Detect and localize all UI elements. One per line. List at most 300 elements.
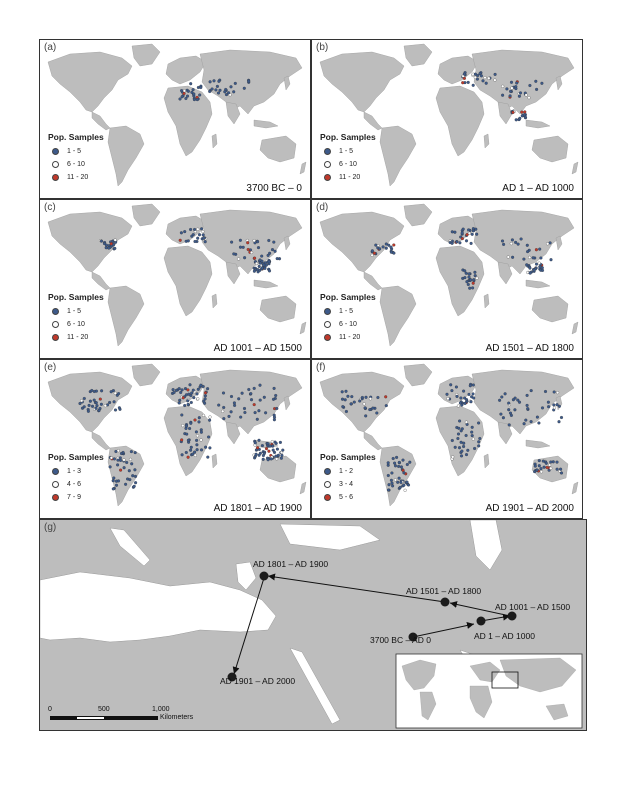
sample-point	[193, 451, 196, 454]
sample-point	[200, 449, 203, 452]
sample-point	[511, 87, 514, 90]
sample-point	[465, 453, 468, 456]
legend	[48, 292, 104, 344]
sample-point	[470, 242, 473, 245]
map-panel-b	[311, 39, 583, 199]
route-label-7: AD 1901 – AD 2000	[220, 676, 296, 686]
sample-point	[387, 244, 390, 247]
sample-point	[447, 397, 450, 400]
black-sea-shape	[280, 524, 380, 550]
legend-label: 1 - 3	[67, 468, 82, 475]
sample-point	[189, 422, 192, 425]
sample-point	[253, 403, 256, 406]
sample-point	[473, 447, 476, 450]
sample-point	[529, 84, 532, 87]
sample-point	[398, 461, 401, 464]
sample-point	[197, 86, 200, 89]
legend-title: Pop. Samples	[48, 132, 104, 142]
sample-point	[253, 239, 256, 242]
sample-point	[113, 247, 116, 250]
sample-point	[90, 389, 93, 392]
sample-point	[560, 472, 563, 475]
sample-point	[93, 390, 96, 393]
sample-point	[216, 85, 219, 88]
legend-label: 11 - 20	[67, 334, 89, 341]
sample-point	[196, 434, 199, 437]
sample-point	[225, 93, 228, 96]
legend-dot-icon	[52, 481, 59, 488]
sample-point	[222, 417, 225, 420]
sample-point	[130, 450, 133, 453]
sample-point	[118, 406, 121, 409]
sample-point	[204, 446, 207, 449]
sample-point	[230, 395, 233, 398]
sample-point	[449, 383, 452, 386]
sample-point	[217, 404, 220, 407]
sample-point	[203, 237, 206, 240]
sample-point	[526, 250, 529, 253]
sample-point	[451, 242, 454, 245]
sample-point	[344, 398, 347, 401]
period-label: 3700 BC – 0	[246, 183, 302, 194]
sample-point	[458, 420, 461, 423]
legend-dot-icon	[324, 494, 331, 501]
sample-point	[182, 396, 185, 399]
sample-point	[534, 80, 537, 83]
sample-point	[517, 243, 520, 246]
legend-title: Pop. Samples	[320, 132, 376, 142]
sample-point	[192, 396, 195, 399]
indonesia-shape	[254, 280, 278, 288]
sample-point	[456, 395, 459, 398]
sample-point	[95, 401, 98, 404]
sample-point	[470, 400, 473, 403]
sample-point	[124, 483, 127, 486]
sample-point	[258, 439, 261, 442]
sample-point	[393, 462, 396, 465]
sample-point	[476, 74, 479, 77]
panel-label-f: (f)	[316, 362, 326, 373]
sample-point	[249, 392, 252, 395]
sample-point	[462, 442, 465, 445]
madagascar-shape	[484, 454, 489, 468]
sample-point	[523, 111, 526, 114]
sample-point	[181, 95, 184, 98]
legend-item	[320, 158, 376, 171]
sample-point	[403, 471, 406, 474]
sample-point	[88, 404, 91, 407]
sample-point	[461, 232, 464, 235]
sample-point	[457, 427, 460, 430]
sample-point	[110, 242, 113, 245]
scale-unit: Kilometers	[160, 714, 194, 721]
legend-item	[48, 305, 104, 318]
sample-point	[472, 278, 475, 281]
sample-point	[115, 484, 118, 487]
sample-point	[232, 90, 235, 93]
legend-dot-icon	[52, 161, 59, 168]
sample-point	[119, 459, 122, 462]
sample-point	[256, 268, 259, 271]
sample-point	[247, 248, 250, 251]
route-label-5: AD 1501 – AD 1800	[406, 586, 482, 596]
sample-point	[536, 469, 539, 472]
sample-point	[256, 446, 259, 449]
sample-point	[461, 450, 464, 453]
sample-point	[230, 241, 233, 244]
sample-point	[194, 240, 197, 243]
sample-point	[501, 85, 504, 88]
sample-point	[195, 439, 198, 442]
sample-point	[387, 489, 390, 492]
sample-point	[533, 269, 536, 272]
sample-point	[398, 477, 401, 480]
sample-point	[265, 447, 268, 450]
sample-point	[186, 399, 189, 402]
sample-point	[190, 401, 193, 404]
greenland-shape	[404, 364, 432, 386]
legend-item	[48, 158, 104, 171]
sample-point	[548, 464, 551, 467]
sample-point	[382, 246, 385, 249]
sample-point	[91, 405, 94, 408]
sample-point	[239, 239, 242, 242]
sample-point	[262, 264, 265, 267]
sample-point	[543, 466, 546, 469]
sample-point	[394, 464, 397, 467]
sample-point	[345, 390, 348, 393]
sample-point	[475, 233, 478, 236]
sample-point	[187, 456, 190, 459]
sample-point	[518, 95, 521, 98]
legend-label: 7 - 9	[67, 494, 82, 501]
sample-point	[196, 237, 199, 240]
new-zealand-shape	[572, 322, 578, 334]
sample-point	[406, 481, 409, 484]
sample-point	[192, 93, 195, 96]
sample-point	[115, 450, 118, 453]
route-map-svg	[40, 520, 586, 730]
sample-point	[198, 416, 201, 419]
sample-point	[509, 95, 512, 98]
sample-point	[345, 410, 348, 413]
sample-point	[179, 391, 182, 394]
south-america-shape	[108, 126, 144, 186]
sample-point	[243, 407, 246, 410]
greenland-shape	[132, 204, 160, 226]
sample-point	[538, 459, 541, 462]
sample-point	[451, 389, 454, 392]
sample-point	[532, 256, 535, 259]
sample-point	[109, 466, 112, 469]
sample-point	[134, 451, 137, 454]
sample-point	[511, 239, 514, 242]
sample-point	[80, 399, 83, 402]
legend-item	[320, 171, 376, 184]
legend-dot-icon	[324, 334, 331, 341]
sample-point	[126, 478, 129, 481]
sample-point	[494, 79, 497, 82]
sample-point	[95, 407, 98, 410]
sample-point	[276, 448, 279, 451]
sample-point	[350, 395, 353, 398]
sample-point	[466, 233, 469, 236]
legend-dot-icon	[52, 334, 59, 341]
sample-point	[134, 481, 137, 484]
indonesia-shape	[526, 440, 550, 448]
sample-point	[472, 393, 475, 396]
sample-point	[526, 407, 529, 410]
sample-point	[469, 384, 472, 387]
sample-point	[407, 484, 410, 487]
sample-point	[466, 280, 469, 283]
sample-point	[530, 420, 533, 423]
central-america-shape	[92, 112, 110, 130]
sample-point	[259, 262, 262, 265]
route-point-2	[477, 617, 486, 626]
sample-point	[461, 427, 464, 430]
sample-point	[208, 90, 211, 93]
sample-point	[200, 431, 203, 434]
sample-point	[535, 248, 538, 251]
legend-label: 1 - 2	[339, 468, 354, 475]
central-america-shape	[92, 272, 110, 290]
sample-point	[462, 390, 465, 393]
sample-point	[211, 88, 214, 91]
indonesia-shape	[526, 280, 550, 288]
sample-point	[219, 89, 222, 92]
sample-point	[454, 446, 457, 449]
sample-point	[237, 397, 240, 400]
sample-point	[463, 73, 466, 76]
route-point-4	[441, 598, 450, 607]
legend-dot-icon	[324, 481, 331, 488]
sample-point	[271, 440, 274, 443]
sample-point	[476, 277, 479, 280]
sample-point	[540, 467, 543, 470]
sample-point	[202, 230, 205, 233]
sample-point	[112, 479, 115, 482]
sample-point	[189, 383, 192, 386]
legend-dot-icon	[324, 161, 331, 168]
sample-point	[460, 397, 463, 400]
sample-point	[468, 393, 471, 396]
north-america-shape	[48, 212, 132, 272]
sample-point	[455, 386, 458, 389]
greenland-shape	[404, 204, 432, 226]
sample-point	[519, 92, 522, 95]
sample-point	[529, 267, 532, 270]
madagascar-shape	[212, 134, 217, 148]
sample-point	[535, 88, 538, 91]
sample-point	[523, 422, 526, 425]
sample-point	[200, 439, 203, 442]
sample-point	[192, 88, 195, 91]
sample-point	[471, 434, 474, 437]
sample-point	[242, 246, 245, 249]
sample-point	[526, 404, 529, 407]
sample-point	[281, 449, 284, 452]
sample-point	[239, 246, 242, 249]
sample-point	[259, 399, 262, 402]
legend-item	[48, 465, 104, 478]
sample-point	[512, 398, 515, 401]
legend-item	[48, 318, 104, 331]
sample-point	[125, 461, 128, 464]
sample-point	[188, 427, 191, 430]
sample-point	[112, 389, 115, 392]
north-america-shape	[320, 52, 404, 112]
legend-dot-icon	[52, 148, 59, 155]
sample-point	[544, 390, 547, 393]
sample-point	[180, 89, 183, 92]
japan-shape	[284, 396, 290, 410]
sample-point	[244, 411, 247, 414]
sample-point	[104, 404, 107, 407]
sample-point	[363, 403, 366, 406]
sample-point	[224, 88, 227, 91]
sample-point	[258, 454, 261, 457]
sample-point	[217, 92, 220, 95]
sample-point	[247, 388, 250, 391]
sample-point	[247, 80, 250, 83]
sample-point	[179, 98, 182, 101]
sample-point	[128, 469, 131, 472]
sample-point	[234, 82, 237, 85]
legend-title: Pop. Samples	[320, 292, 376, 302]
sample-point	[194, 419, 197, 422]
map-panel-e	[39, 359, 311, 519]
sample-point	[213, 79, 216, 82]
sample-point	[526, 244, 529, 247]
madagascar-shape	[212, 294, 217, 308]
sample-point	[200, 227, 203, 230]
australia-shape	[532, 136, 568, 162]
sample-point	[341, 390, 344, 393]
sample-point	[387, 461, 390, 464]
sample-point	[114, 409, 117, 412]
sample-point	[269, 445, 272, 448]
sample-point	[478, 437, 481, 440]
sample-point	[520, 238, 523, 241]
sample-point	[100, 240, 103, 243]
map-panel-a	[39, 39, 311, 199]
sample-point	[105, 246, 108, 249]
sample-point	[514, 408, 517, 411]
legend-dot-icon	[52, 321, 59, 328]
sample-point	[228, 415, 231, 418]
sample-point	[207, 436, 210, 439]
sample-point	[521, 114, 524, 117]
sample-point	[541, 266, 544, 269]
sample-point	[241, 392, 244, 395]
legend-label: 1 - 5	[67, 308, 82, 315]
sample-point	[254, 441, 257, 444]
sample-point	[185, 433, 188, 436]
sample-point	[540, 470, 543, 473]
sample-point	[459, 241, 462, 244]
sample-point	[178, 387, 181, 390]
sample-point	[510, 81, 513, 84]
sample-point	[274, 250, 277, 253]
sample-point	[253, 257, 256, 260]
legend-item	[320, 465, 376, 478]
sample-point	[480, 74, 483, 77]
sample-point	[518, 401, 521, 404]
sample-point	[397, 465, 400, 468]
sample-point	[368, 408, 371, 411]
legend-title: Pop. Samples	[48, 292, 104, 302]
route-map-panel	[39, 519, 587, 731]
legend-label: 3 - 4	[339, 481, 354, 488]
sample-point	[446, 393, 449, 396]
sample-point	[458, 446, 461, 449]
sample-point	[467, 81, 470, 84]
legend-item	[48, 171, 104, 184]
sample-point	[268, 450, 271, 453]
sample-point	[263, 396, 266, 399]
sample-point	[215, 89, 218, 92]
madagascar-shape	[484, 134, 489, 148]
japan-shape	[284, 76, 290, 90]
sample-point	[200, 384, 203, 387]
sample-point	[203, 402, 206, 405]
sample-point	[494, 73, 497, 76]
sample-point	[103, 242, 106, 245]
sample-point	[179, 239, 182, 242]
period-label: AD 1001 – AD 1500	[213, 343, 302, 354]
sample-point	[459, 402, 462, 405]
sample-point	[529, 272, 532, 275]
sample-point	[131, 474, 134, 477]
sample-point	[108, 401, 111, 404]
sample-point	[466, 449, 469, 452]
sample-point	[209, 416, 212, 419]
sample-point	[256, 418, 259, 421]
map-panel-f	[311, 359, 583, 519]
legend-item	[320, 478, 376, 491]
scale-tick-1000: 1,000	[152, 706, 170, 713]
legend-label: 6 - 10	[67, 321, 85, 328]
sample-point	[253, 387, 256, 390]
sample-point	[365, 396, 368, 399]
sample-point	[371, 249, 374, 252]
panel-label-b: (b)	[316, 42, 329, 53]
sample-point	[187, 240, 190, 243]
sample-point	[198, 421, 201, 424]
sample-point	[204, 240, 207, 243]
legend	[320, 292, 376, 344]
sample-point	[546, 242, 549, 245]
sample-point	[99, 398, 102, 401]
sample-point	[184, 387, 187, 390]
sample-point	[89, 400, 92, 403]
sample-point	[222, 406, 225, 409]
legend-item	[320, 491, 376, 504]
sample-point	[190, 446, 193, 449]
sample-point	[280, 457, 283, 460]
sample-point	[198, 94, 201, 97]
sample-point	[502, 416, 505, 419]
sample-point	[559, 468, 562, 471]
sample-point	[538, 248, 541, 251]
sample-point	[254, 411, 257, 414]
sample-point	[377, 396, 380, 399]
sample-point	[273, 416, 276, 419]
legend-item	[48, 145, 104, 158]
sample-point	[451, 230, 454, 233]
sample-point	[507, 256, 510, 259]
